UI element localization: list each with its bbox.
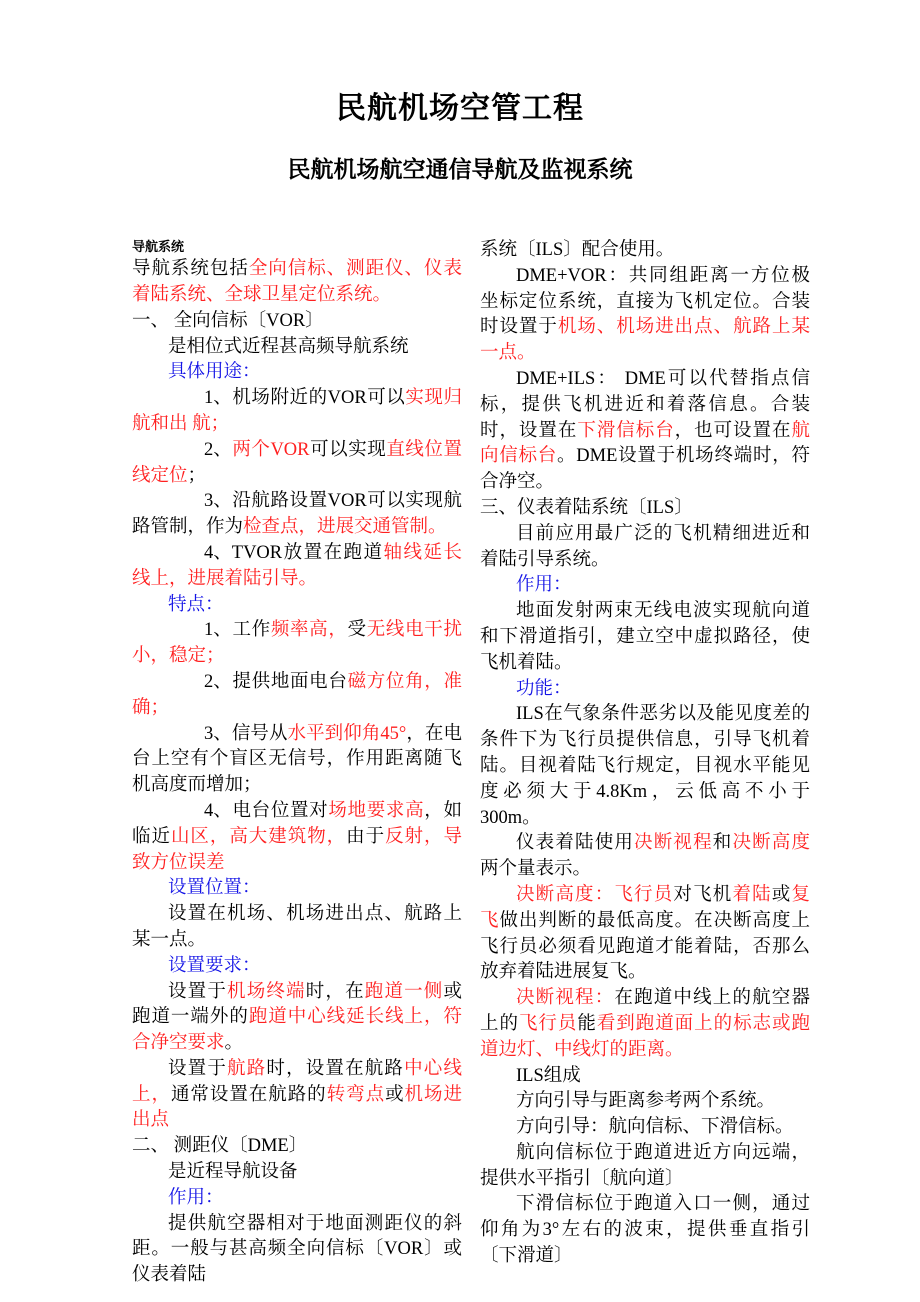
feature-3-black-1: 信号从 — [231, 723, 288, 744]
label-ils-capability: 功能： — [516, 678, 572, 699]
dh-red-2: 飞行员 — [614, 884, 674, 905]
measures-black-1: 仪表着陆使用 — [516, 833, 635, 854]
req2-black-3: 通常设置在航路的 — [170, 1084, 327, 1105]
dme-vor-black-1: DME+VOR：共同组距离一方位极坐标定位系统，直接为飞机定位。合装时设置于 — [480, 265, 810, 338]
use-2-red-2: 直线位置线定位 — [132, 439, 462, 486]
feature-1-red-2: 无线电干扰小，稳定； — [132, 620, 462, 667]
dme-ils-red-2: 航向信标台 — [480, 420, 810, 467]
dme-definition: 是近程导航设备 — [168, 1162, 298, 1183]
paragraph-intro — [132, 257, 462, 309]
dme-ils-red-1: 下滑信标台 — [577, 420, 675, 441]
dr-black-1: 在跑道中线上的航空器上的 — [480, 988, 810, 1034]
ils-measures-paragraph — [480, 831, 810, 883]
feature-2-black-1: 提供地面电台 — [231, 671, 348, 692]
use-item-4 — [132, 541, 462, 593]
req2-red-4: 机场进出点 — [132, 1084, 462, 1131]
use-4-red-1: 轴线延长线上，进展着陆引导。 — [132, 542, 462, 589]
req2-black-2: 时，设置在航路 — [266, 1058, 405, 1079]
feature-4-red-2: 山区，高大建筑物， — [170, 826, 347, 847]
req1-red-1: 机场终端 — [227, 981, 306, 1002]
dme-ils-black-3: 。DME设置于机场终端时，符合净空。 — [480, 446, 810, 493]
dme-vor-red-1: 机场、机场进出点、航路上某一点。 — [480, 317, 810, 364]
dh-red-4: 复飞 — [480, 884, 810, 931]
measures-red-1: 决断视程 — [634, 833, 713, 854]
req1-black-3: 或跑道一端外的 — [132, 981, 462, 1028]
heading-ils: 三、仪表着陆系统〔ILS〕 — [480, 497, 693, 518]
dh-black-3: 做出判断的最低高度。在决断高度上飞行员必须看见跑道才能着陆，否那么放弃着陆进展复飞。 — [480, 910, 810, 983]
feature-4-black-2: ，如临近 — [132, 800, 462, 847]
label-dme-function: 作用： — [168, 1187, 224, 1208]
use-3-number: 3、 — [204, 491, 232, 512]
ils-capability-text: ILS在气象条件恶劣以及能见度差的条件下为飞行员提供信息，引导飞机着陆。目视着陆飞行规定，目视水平能见度必须大于4.8Km，云低高不小于300m。 — [480, 704, 810, 828]
use-1-number: 1、 — [204, 388, 232, 409]
req2-red-2: 中心线上， — [132, 1058, 462, 1105]
use-4-black-1: TVOR放置在跑道 — [231, 542, 384, 563]
feature-4-red-1: 场地要求高 — [328, 800, 425, 821]
dme-ils-black-2: ，也可设置在 — [674, 420, 792, 441]
feature-3-number: 3、 — [204, 723, 232, 744]
label-ils-function: 作用： — [516, 575, 572, 596]
feature-item-2 — [132, 670, 462, 722]
feature-item-4 — [132, 799, 462, 876]
use-item-2 — [132, 438, 462, 490]
feature-3-red-1: 水平到仰角45° — [287, 723, 407, 744]
feature-1-red-1: 频率高， — [270, 620, 348, 641]
decision-height-paragraph — [480, 883, 810, 986]
measures-red-2: 决断高度 — [732, 833, 810, 854]
feature-4-black-3: 由于 — [346, 826, 386, 847]
feature-1-number: 1、 — [204, 620, 232, 641]
req1-black-4: 。 — [224, 1033, 244, 1054]
ils-composition-line-2: 方向引导：航向信标、下滑信标。 — [516, 1117, 794, 1138]
dme-function-text: 提供航空器相对于地面测距仪的斜距。一般与甚高频全向信标〔VOR〕或仪表着陆 — [132, 1213, 462, 1286]
use-3-red-2: 进展交通管制。 — [317, 517, 447, 538]
use-3-black-1: 沿航路设置VOR可以实现航路管制，作为 — [132, 491, 462, 538]
measures-black-3: 两个量表示。 — [480, 859, 592, 880]
label-setup-requirement: 设置要求： — [168, 955, 261, 976]
use-4-number: 4、 — [204, 542, 232, 563]
use-1-black-1: 机场附近的VOR可以 — [231, 388, 406, 409]
use-2-red-1: 两个VOR — [231, 439, 310, 460]
feature-2-red-1: 磁方位角，准确； — [132, 671, 462, 718]
dme-ils-black-1: DME+ILS： DME可以代替指点信标，提供飞机进近和着落信息。合装时，设置在 — [480, 368, 810, 441]
page-title: 民航机场空管工程 — [336, 92, 584, 125]
measures-black-2: 和 — [712, 833, 733, 854]
use-1-red-1: 实现归航和出 航； — [132, 388, 462, 434]
req1-black-1: 设置于 — [168, 981, 228, 1002]
use-3-red-1: 检查点， — [243, 517, 318, 538]
dh-black-2: 或 — [771, 884, 792, 905]
dr-red-2: 飞行员 — [518, 1013, 578, 1034]
req1-black-2: 时，在 — [305, 981, 365, 1002]
req2-black-4: 或 — [385, 1084, 405, 1105]
setup-position-text: 设置在机场、机场进出点、航路上某一点。 — [132, 904, 462, 950]
use-2-number: 2、 — [204, 439, 232, 460]
dh-red-3: 着陆 — [732, 884, 772, 905]
dr-red-1: 决断视程： — [516, 988, 615, 1009]
ils-localizer-text: 航向信标位于跑道进近方向远端，提供水平指引〔航向道〕 — [480, 1142, 810, 1189]
feature-item-3 — [132, 722, 462, 799]
feature-2-number: 2、 — [204, 671, 232, 692]
req1-red-2: 跑道一侧 — [364, 981, 444, 1002]
setup-requirement-terminal — [132, 980, 462, 1057]
heading-dme: 二、 测距仪〔DME〕 — [132, 1136, 308, 1157]
ils-composition-line-1: 方向引导与距离参考两个系统。 — [516, 1091, 776, 1112]
intro-black-1: 导航系统包括 — [132, 259, 249, 280]
req1-red-3: 跑道中心线延长线上，符合净空要求 — [132, 1007, 462, 1054]
setup-requirement-airway — [132, 1057, 462, 1134]
use-2-black-2: ； — [187, 465, 207, 486]
dr-red-3: 看到跑道面上的标志或跑道边灯、中线灯的距离。 — [480, 1013, 810, 1060]
feature-3-black-2: ，在电台上空有个盲区无信号，作用距离随飞机高度而增加； — [132, 723, 462, 796]
feature-1-black-1: 工作 — [231, 620, 271, 641]
label-specific-uses: 具体用途： — [168, 362, 261, 383]
use-item-1 — [132, 386, 462, 438]
dme-vor-paragraph — [480, 264, 810, 367]
label-features: 特点： — [168, 594, 224, 615]
req2-red-1: 航路 — [227, 1058, 267, 1079]
dme-ils-paragraph — [480, 367, 810, 496]
use-2-black-1: 可以实现 — [309, 439, 387, 460]
req2-black-1: 设置于 — [168, 1058, 228, 1079]
feature-4-number: 4、 — [204, 800, 232, 821]
ils-function-text: 地面发射两束无线电波实现航向道和下滑道指引，建立空中虚拟路径，使飞机着陆。 — [480, 601, 810, 673]
dh-black-1: 对飞机 — [673, 884, 733, 905]
feature-item-1 — [132, 618, 462, 670]
two-column-body — [0, 238, 920, 1289]
dr-black-2: 能 — [577, 1013, 597, 1034]
page-subtitle: 民航机场航空通信导航及监视系统 — [287, 156, 633, 182]
decision-range-paragraph — [480, 986, 810, 1063]
ils-definition: 目前应用最广泛的飞机精细进近和着陆引导系统。 — [480, 523, 810, 570]
req2-red-3: 转弯点 — [326, 1084, 386, 1105]
ils-composition-heading: ILS组成 — [516, 1065, 581, 1086]
section-heading-navigation: 导航系统 — [132, 239, 185, 254]
feature-1-black-2: 受 — [347, 620, 367, 641]
feature-4-red-3: 反射，导致方位误差 — [132, 826, 462, 873]
vor-definition: 是相位式近程甚高频导航系统 — [168, 336, 409, 357]
heading-vor: 一、 全向信标〔VOR〕 — [132, 310, 324, 331]
right-column — [480, 238, 810, 1270]
use-item-3 — [132, 489, 462, 541]
paragraph-continuation: 系统〔ILS〕配合使用。 — [480, 240, 675, 260]
left-column — [132, 238, 462, 1289]
ils-glideslope-text: 下滑信标位于跑道入口一侧，通过仰角为3°左右的波束，提供垂直指引〔下滑道〕 — [480, 1194, 810, 1267]
dh-red-1: 决断高度： — [516, 884, 615, 905]
feature-4-black-1: 电台位置对 — [231, 800, 329, 821]
intro-red-1: 全向信标、测距仪、仪表着陆系统、全球卫星定位系统。 — [132, 259, 462, 305]
label-setup-position: 设置位置： — [168, 878, 261, 899]
